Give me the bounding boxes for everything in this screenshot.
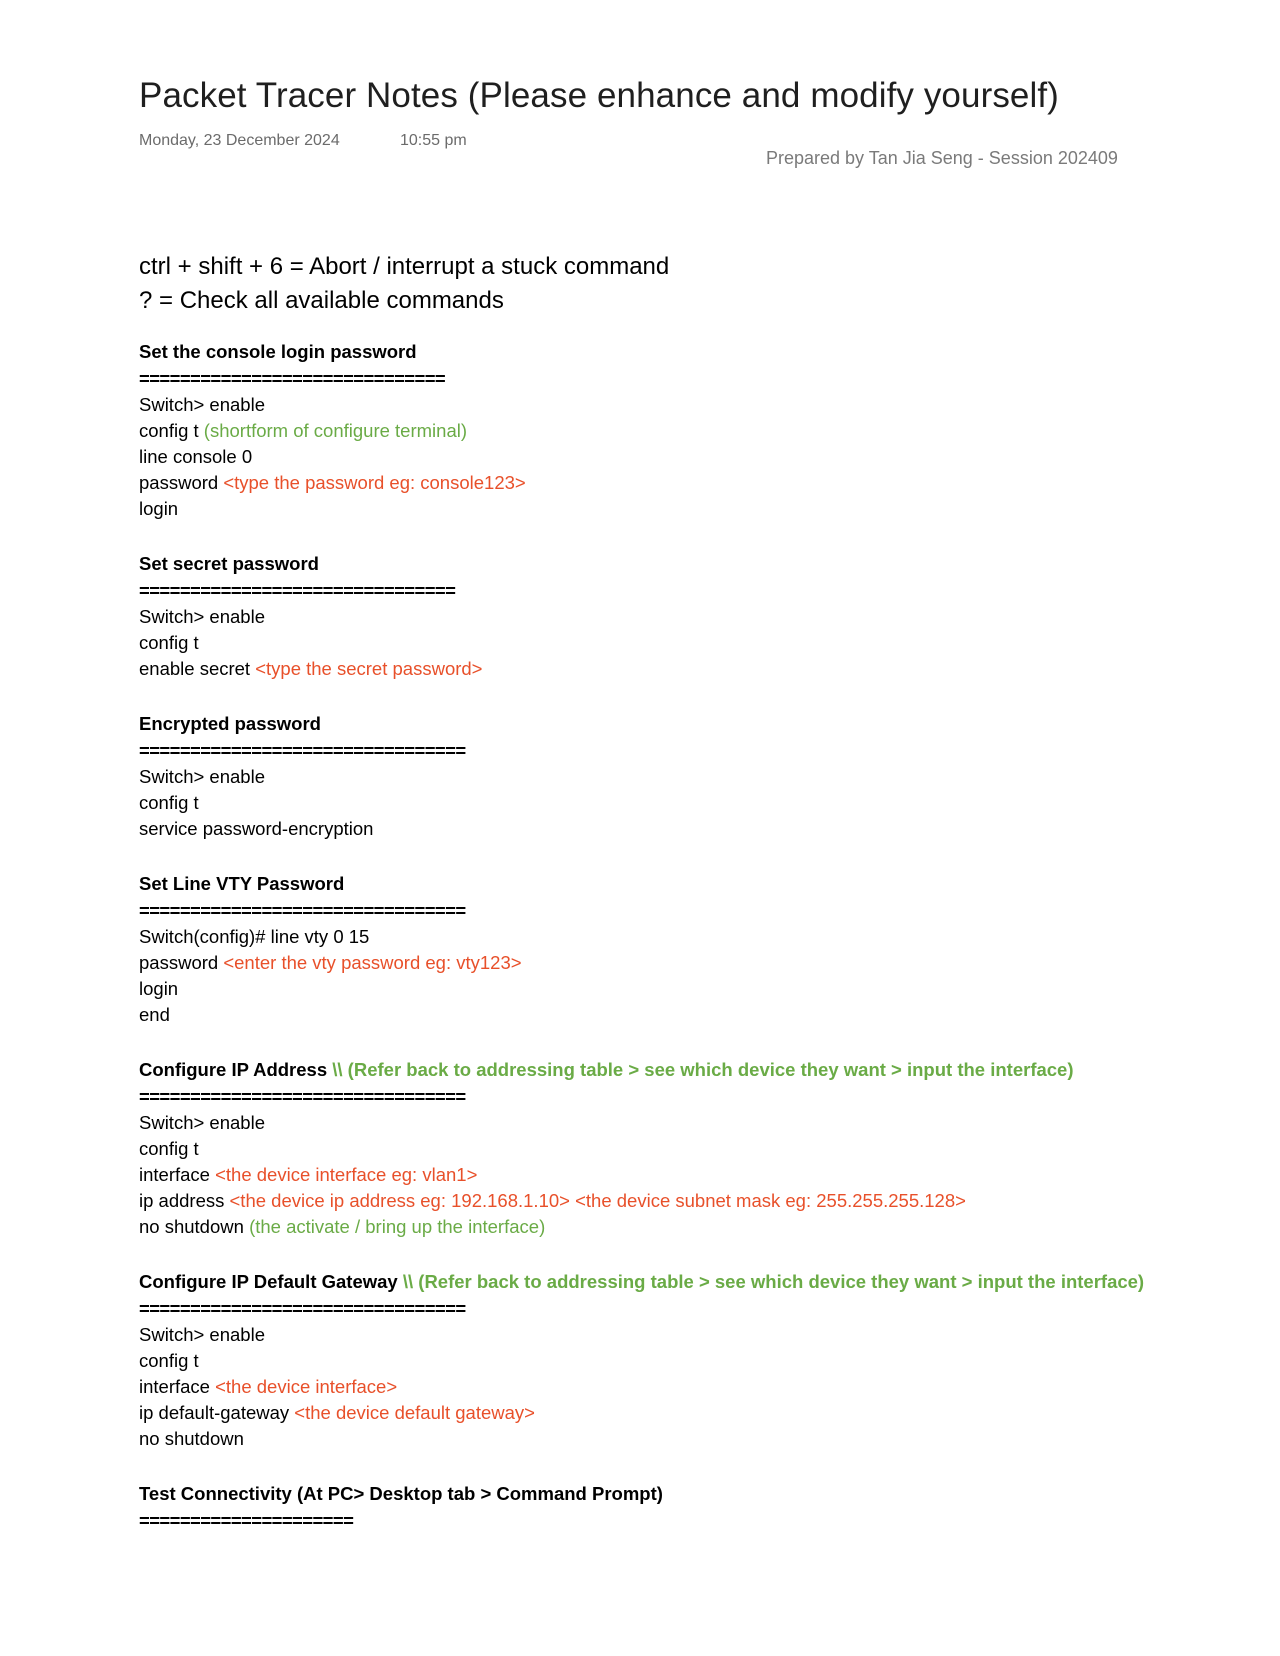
heading-text: Configure IP Default Gateway [139, 1271, 398, 1292]
command-argument: <the device interface> [215, 1376, 398, 1397]
command-line [139, 1162, 1074, 1188]
command: config t [139, 420, 199, 441]
section-heading [139, 1268, 1144, 1296]
command-line: login [139, 978, 179, 999]
separator: ================================ [139, 900, 466, 921]
command-line: login [139, 498, 179, 519]
section-default-gateway [139, 1268, 1144, 1452]
command-line [139, 470, 526, 496]
section-secret-password [139, 550, 483, 682]
heading-note: \\ (Refer back to addressing table > see which device they want > input the interface) [332, 1059, 1074, 1080]
separator: ===================== [139, 1510, 354, 1531]
section-heading: Set Line VTY Password [139, 873, 345, 894]
section-heading: Test Connectivity (At PC> Desktop tab > Command Prompt) [139, 1483, 663, 1504]
shortcut-line: ? = Check all available commands [139, 287, 504, 314]
prepared-by: Prepared by Tan Jia Seng - Session 202409 [766, 148, 1118, 168]
command-line [139, 950, 522, 976]
command-argument: <enter the vty password eg: vty123> [223, 952, 522, 973]
command-note: (the activate / bring up the interface) [249, 1216, 546, 1237]
heading-note: \\ (Refer back to addressing table > see which device they want > input the interface) [402, 1271, 1145, 1292]
command-line [139, 656, 483, 682]
command: password [139, 472, 219, 493]
command: interface [139, 1164, 210, 1185]
command: no shutdown [139, 1216, 244, 1237]
section-heading: Encrypted password [139, 713, 321, 734]
command-line: Switch(config)# line vty 0 15 [139, 926, 370, 947]
separator: ================================ [139, 1298, 466, 1319]
command-line: Switch> enable [139, 766, 265, 787]
separator: ============================== [139, 368, 446, 389]
command-note: (shortform of configure terminal) [203, 420, 467, 441]
command-line: Switch> enable [139, 394, 265, 415]
command-argument: <type the secret password> [255, 658, 483, 679]
command-line [139, 1400, 1144, 1426]
command-line: config t [139, 1350, 199, 1371]
command-line: config t [139, 792, 199, 813]
section-vty-password [139, 870, 522, 1028]
command-line: end [139, 1004, 170, 1025]
command: enable secret [139, 658, 251, 679]
section-encrypted-password [139, 710, 466, 842]
command-argument: <the device default gateway> [294, 1402, 535, 1423]
section-heading: Set secret password [139, 553, 319, 574]
command-line [139, 1214, 1074, 1240]
command-line [139, 1188, 1074, 1214]
section-heading [139, 1056, 1074, 1084]
command-line [139, 1374, 1144, 1400]
command-line: Switch> enable [139, 606, 265, 627]
section-test-connectivity [139, 1480, 663, 1534]
shortcuts-block [139, 250, 669, 318]
command: interface [139, 1376, 210, 1397]
section-console-password [139, 338, 526, 522]
command: ip address [139, 1190, 225, 1211]
section-ip-address [139, 1056, 1074, 1240]
command-line: config t [139, 1138, 199, 1159]
command-line: Switch> enable [139, 1324, 265, 1345]
page-title: Packet Tracer Notes (Please enhance and modify yourself) [139, 76, 1059, 115]
command: password [139, 952, 219, 973]
page-time: 10:55 pm [400, 132, 467, 149]
shortcut-line: ctrl + shift + 6 = Abort / interrupt a stuck command [139, 253, 670, 280]
separator: ================================ [139, 740, 466, 761]
separator: =============================== [139, 580, 456, 601]
separator: ================================ [139, 1086, 466, 1107]
command-line: line console 0 [139, 446, 253, 467]
command-line: config t [139, 632, 199, 653]
command: ip default-gateway [139, 1402, 290, 1423]
heading-text: Configure IP Address [139, 1059, 328, 1080]
command-line: service password-encryption [139, 818, 374, 839]
command-argument: <type the password eg: console123> [223, 472, 526, 493]
section-heading: Set the console login password [139, 341, 417, 362]
command-argument: <the device ip address eg: 192.168.1.10> <the device subnet mask eg: 255.255.255.128> [229, 1190, 966, 1211]
command-argument: <the device interface eg: vlan1> [215, 1164, 478, 1185]
command-line: Switch> enable [139, 1112, 265, 1133]
command-line: no shutdown [139, 1428, 244, 1449]
page-date: Monday, 23 December 2024 [139, 132, 340, 149]
command-line [139, 418, 526, 444]
